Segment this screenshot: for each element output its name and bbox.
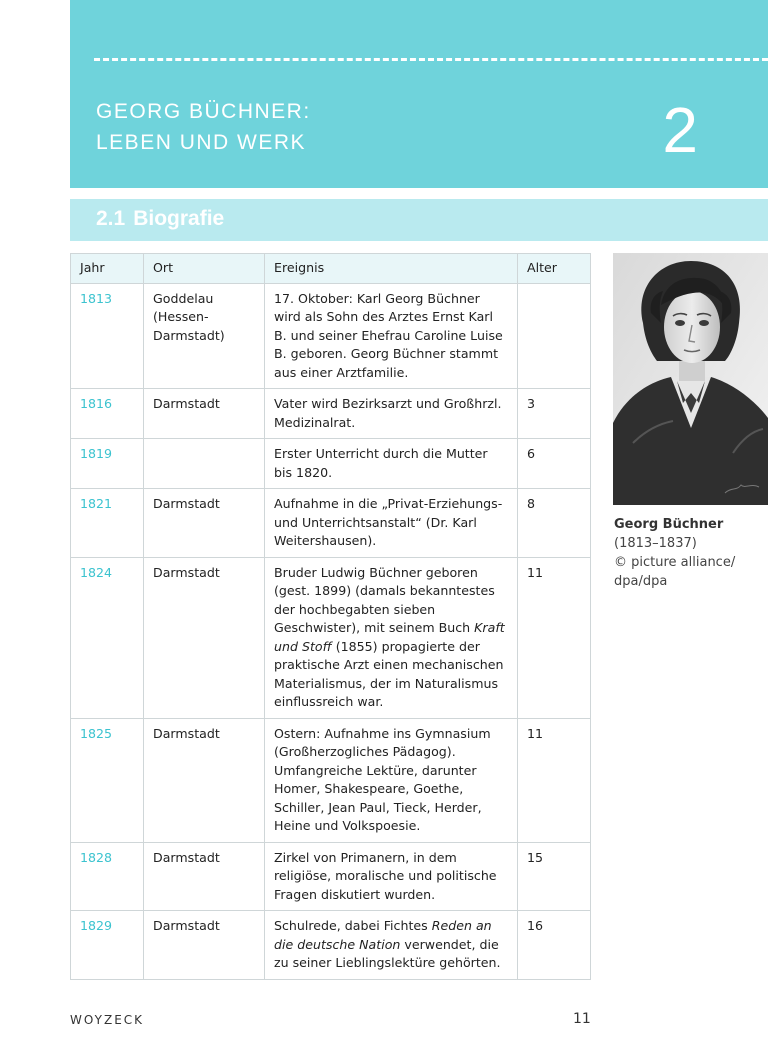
table-row xyxy=(71,557,591,718)
cell-alter: 6 xyxy=(518,439,591,489)
cell-jahr: 1813 xyxy=(71,283,144,389)
cell-alter: 11 xyxy=(518,557,591,718)
table-row xyxy=(71,842,591,911)
cell-alter: 16 xyxy=(518,911,591,980)
cell-ereignis: 17. Oktober: Karl Georg Büchner wird als Sohn des Arztes Ernst Karl B. und seiner Ehefrau Caroline Luise B. geboren. Georg Büchner stammt aus einer Arztfamilie. xyxy=(265,283,518,389)
table-row xyxy=(71,283,591,389)
cell-ort xyxy=(144,439,265,489)
cell-ereignis xyxy=(265,557,518,718)
caption-credit: © picture alliance/ dpa/dpa xyxy=(614,555,736,589)
ereignis-text: (1855) propagierte der praktische Arzt einen mechanischen Materialismus, der im Naturalismus einflussreich war. xyxy=(274,638,504,709)
section-heading xyxy=(96,207,224,231)
caption-name: Georg Büchner xyxy=(614,517,724,532)
ereignis-text: verwendet, die zu seiner Lieblingslektüre gehörten. xyxy=(274,936,501,970)
ereignis-text: Bruder Ludwig Büchner geboren (gest. 1899) (damals bekanntestes der hochbegabten sieben Geschwister), mit seinem Buch xyxy=(274,564,495,635)
cell-ort: Darmstadt xyxy=(144,557,265,718)
portrait-image xyxy=(613,253,768,505)
table-header-row xyxy=(71,254,591,284)
chapter-title-line-1: GEORG BÜCHNER: xyxy=(96,100,311,123)
cell-ort: Darmstadt xyxy=(144,911,265,980)
cell-ort: Darmstadt xyxy=(144,389,265,439)
table-row xyxy=(71,439,591,489)
table-row xyxy=(71,489,591,558)
cell-alter: 15 xyxy=(518,842,591,911)
footer-page-number: 11 xyxy=(573,1011,591,1027)
section-number: 2.1 xyxy=(96,207,126,230)
biography-table xyxy=(70,253,591,980)
ereignis-text: Schulrede, dabei Fichtes xyxy=(274,918,432,933)
cell-jahr: 1824 xyxy=(71,557,144,718)
chapter-header xyxy=(70,0,768,188)
portrait-caption xyxy=(614,515,764,591)
caption-dates: (1813–1837) xyxy=(614,536,697,551)
section-bar xyxy=(70,199,768,241)
cell-jahr: 1816 xyxy=(71,389,144,439)
cell-jahr: 1819 xyxy=(71,439,144,489)
header-ort: Ort xyxy=(144,254,265,284)
table-row xyxy=(71,911,591,980)
chapter-title xyxy=(96,96,311,158)
header-ereignis: Ereignis xyxy=(265,254,518,284)
table-row xyxy=(71,718,591,842)
cell-ort: Darmstadt xyxy=(144,489,265,558)
cell-ort: Goddelau (Hessen-Darmstadt) xyxy=(144,283,265,389)
cell-ereignis: Zirkel von Primanern, in dem religiöse, moralische und politische Fragen diskutiert wurden. xyxy=(265,842,518,911)
cell-ereignis: Vater wird Bezirksarzt und Großhrzl. Medizinalrat. xyxy=(265,389,518,439)
cell-jahr: 1828 xyxy=(71,842,144,911)
chapter-title-line-2: LEBEN UND WERK xyxy=(96,131,307,154)
cell-ereignis: Ostern: Aufnahme ins Gymnasium (Großherzogliches Pädagog). Umfangreiche Lektüre, darunter Homer, Shakespeare, Goethe, Schiller, Jean Paul, Tieck, Herder, Heine und Volkspoesie. xyxy=(265,718,518,842)
section-title: Biografie xyxy=(133,207,225,230)
cell-ort: Darmstadt xyxy=(144,718,265,842)
header-jahr: Jahr xyxy=(71,254,144,284)
cell-alter: 8 xyxy=(518,489,591,558)
cell-jahr: 1821 xyxy=(71,489,144,558)
cell-ereignis: Aufnahme in die „Privat-Erziehungs- und Unterrichtsanstalt“ (Dr. Karl Weitershausen). xyxy=(265,489,518,558)
cell-jahr: 1829 xyxy=(71,911,144,980)
header-dashed-rule xyxy=(94,58,768,61)
cell-ort: Darmstadt xyxy=(144,842,265,911)
cell-jahr: 1825 xyxy=(71,718,144,842)
cell-alter: 11 xyxy=(518,718,591,842)
table-row xyxy=(71,389,591,439)
chapter-number: 2 xyxy=(662,94,698,166)
header-alter: Alter xyxy=(518,254,591,284)
cell-alter xyxy=(518,283,591,389)
cell-ereignis xyxy=(265,911,518,980)
book-title-italic: Reden an die deutsche Nation xyxy=(274,918,492,952)
cell-alter: 3 xyxy=(518,389,591,439)
book-title-italic: Kraft und Stoff xyxy=(274,620,505,654)
footer-book-title: WOYZECK xyxy=(70,1013,145,1027)
cell-ereignis: Erster Unterricht durch die Mutter bis 1820. xyxy=(265,439,518,489)
